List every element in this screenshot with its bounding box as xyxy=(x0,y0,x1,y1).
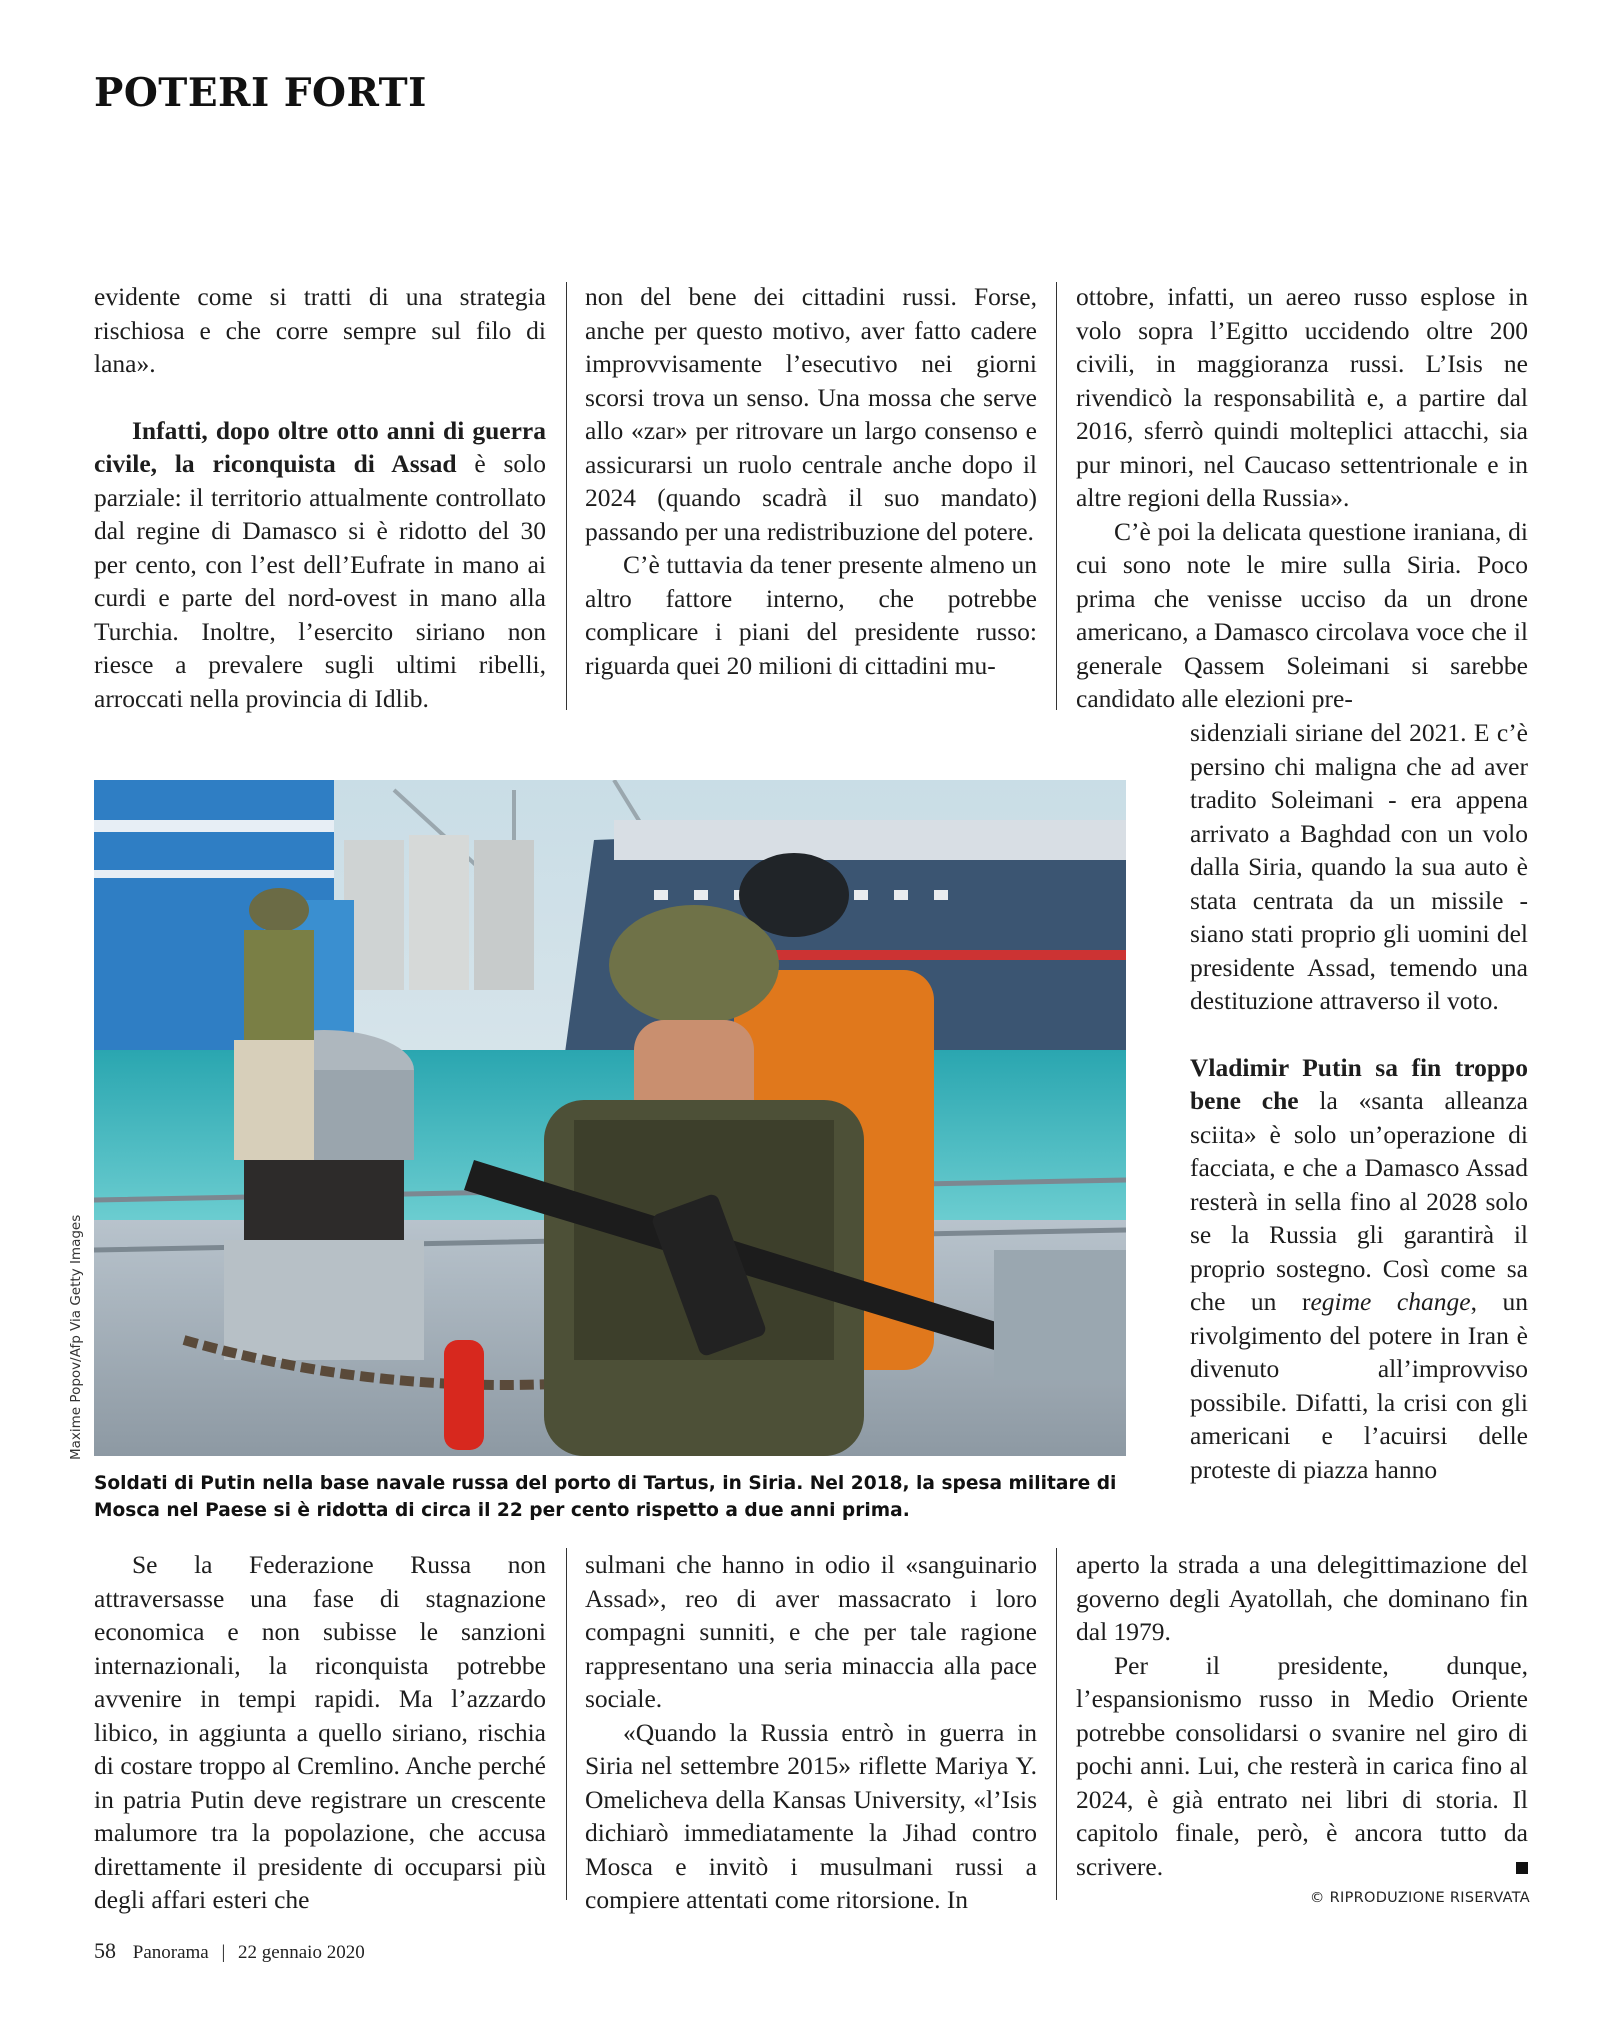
section-title: POTERI FORTI xyxy=(94,70,427,116)
paragraph xyxy=(94,414,546,716)
paragraph: C’è poi la delicata questione iraniana, di cui sono note le mire sulla Siria. Poco prima che venisse ucciso da un drone americano, a Damasco circolava voce che il generale Qassem Soleimani si sarebbe candidato alle elezioni pre- xyxy=(1076,516,1528,713)
paragraph-text: è solo parziale: il territorio attualmente controllato dal regine di Damasco si è ridotto del 30 per cento, con l’est dell’Eufrate in mano ai curdi e parte del nord-ovest in mano alla Turchia. Inoltre, l’esercito siriano non riesce a prevalere sugli ultimi ribelli, arroccati nella provincia di Idlib. xyxy=(94,449,547,713)
paragraph: sulmani che hanno in odio il «sanguinario Assad», reo di aver massacrato i loro compagni sunniti, e che per tale ragione rappresentano una seria minaccia alla pace sociale. xyxy=(585,1550,1037,1713)
photo-soldiers-tartus xyxy=(94,780,1126,1456)
page-footer xyxy=(94,1938,365,1964)
paragraph xyxy=(1076,1649,1528,1884)
column-3-top xyxy=(1076,280,1528,716)
lead-in: Infatti, dopo oltre otto anni di guerra civile, la riconquista di Assad xyxy=(94,415,546,478)
paragraph: non del bene dei cittadini russi. Forse, anche per questo motivo, aver fatto cadere improvvisamente l’esecutivo nei giorni scorsi trova un senso. Una mossa che serve allo «zar» per ritrovare un largo consenso e assicurarsi un ruolo centrale anche dopo il 2024 (quando scadrà il suo mandato) passando per una redistribuzione del potere. xyxy=(585,282,1037,546)
paragraph: sidenziali siriane del 2021. E c’è persino chi maligna che ad aver tradito Soleimani - era appena arrivato a Baghdad con un volo dalla Siria, quando la sua auto è stata centrata da un missile - siano stati proprio gli uomini del presidente Assad, temendo una destituzione attraverso il voto. xyxy=(1190,718,1528,1015)
photo-illustration xyxy=(94,780,1126,1456)
footer-separator: | xyxy=(221,1942,226,1963)
lead-in: Vladimir Putin sa fin troppo bene che xyxy=(1190,1052,1528,1115)
column-3-bottom xyxy=(1076,1548,1528,1883)
page-number: 58 xyxy=(94,1938,116,1963)
photo-credit: Maxime Popov/Afp Via Getty Images xyxy=(68,1214,84,1460)
column-1-top xyxy=(94,280,546,715)
paragraph-text: Per il presidente, dunque, l’espansionismo russo in Medio Oriente potrebbe consolidarsi o svanire nel giro di pochi anni. Lui, che resterà in carica fino al 2024, è già entrato nei libri di storia. Il capitolo finale, però, è ancora tutto da scrivere. xyxy=(1076,1650,1528,1881)
column-rule xyxy=(1056,282,1057,710)
paragraph xyxy=(1190,1051,1528,1487)
column-rule xyxy=(566,1548,567,1900)
issue-date: 22 gennaio 2020 xyxy=(238,1942,365,1963)
magazine-name: Panorama xyxy=(132,1942,209,1963)
column-2-top xyxy=(585,280,1037,682)
paragraph-text: , un rivolgimento del potere in Iran è divenuto all’improvviso possibile. Difatti, la crisi con gli americani e l’acuirsi delle proteste di piazza hanno xyxy=(1190,1287,1528,1484)
column-2-bottom xyxy=(585,1548,1037,1917)
italic-term: egime change xyxy=(1310,1287,1471,1316)
end-mark xyxy=(1516,1862,1528,1874)
paragraph: Se la Federazione Russa non attraversasse una fase di stagnazione economica e non subisse le sanzioni internazionali, la riconquista potrebbe avvenire in tempi rapidi. Ma l’azzardo libico, in aggiunta a quello siriano, rischia di costare troppo al Cremlino. Anche perché in patria Putin deve registrare un crescente malumore tra la popolazione, che accusa direttamente il presidente di occuparsi più degli affari esteri che xyxy=(94,1550,546,1914)
paragraph: ottobre, infatti, un aereo russo esplose in volo sopra l’Egitto uccidendo oltre 200 civili, in maggioranza russi. L’Isis ne rivendicò la responsabilità e, a partire dal 2016, sferrò quindi molteplici attacchi, sia pur minori, nel Caucaso settentrionale e in altre regioni della Russia». xyxy=(1076,282,1528,512)
paragraph: «Quando la Russia entrò in guerra in Siria nel settembre 2015» riflette Mariya Y. Omelicheva della Kansas University, «l’Isis dichiarò immediatamente la Jihad contro Mosca e invitò i musulmani russi a compiere attentati come ritorsione. In xyxy=(585,1717,1037,1914)
paragraph: C’è tuttavia da tener presente almeno un altro fattore interno, che potrebbe complicare i piani del presidente russo: riguarda quei 20 milioni di cittadini mu- xyxy=(585,550,1037,680)
column-rule xyxy=(566,282,567,710)
column-3-narrow xyxy=(1190,716,1528,1486)
paragraph-text: la «santa alleanza sciita» è solo un’operazione di facciata, e che a Damasco Assad resterà in sella fino al 2028 solo se la Russia gli garantirà il proprio sostegno. Così come sa che un r xyxy=(1190,1086,1528,1316)
photo-caption: Soldati di Putin nella base navale russa del porto di Tartus, in Siria. Nel 2018, la spesa militare di Mosca nel Paese si è ridotta di circa il 22 per cento rispetto a due anni prima. xyxy=(94,1473,1117,1521)
column-1-bottom xyxy=(94,1548,546,1917)
column-rule xyxy=(1056,1548,1057,1900)
paragraph: evidente come si tratti di una strategia rischiosa e che corre sempre sul filo di lana». xyxy=(94,282,546,378)
copyright-notice: © RIPRODUZIONE RISERVATA xyxy=(1309,1890,1530,1906)
paragraph: aperto la strada a una delegittimazione del governo degli Ayatollah, che dominano fin dal 1979. xyxy=(1076,1550,1528,1646)
